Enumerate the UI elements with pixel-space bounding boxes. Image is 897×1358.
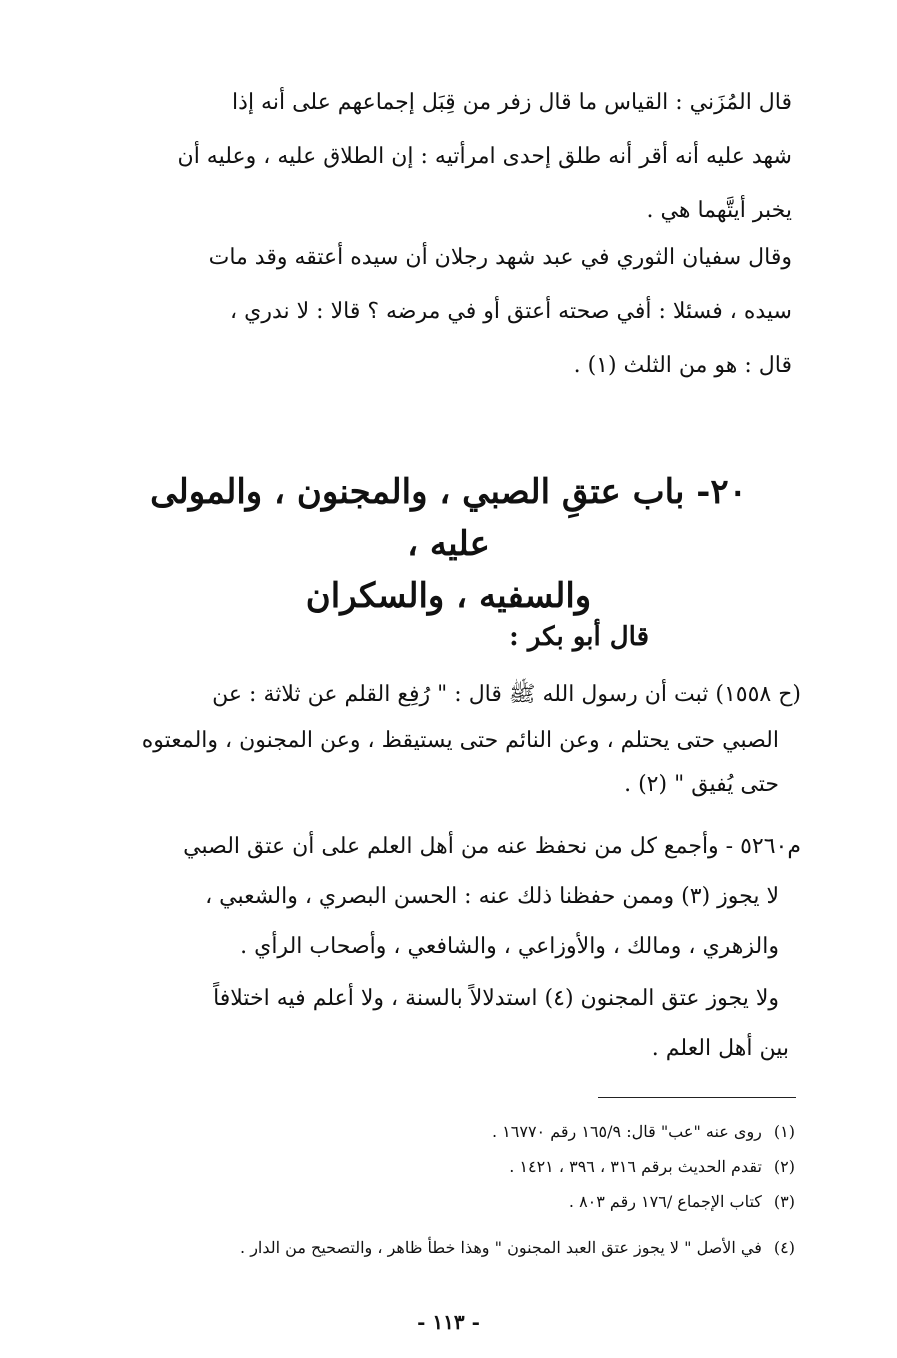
footnote-4 <box>240 1236 795 1260</box>
text-line: قال المُزَني : القياس ما قال زفر من قِبَل إجماعهم على أنه إذا <box>232 90 792 115</box>
chapter-title-line-1: ٢٠- باب عتقِ الصبي ، والمجنون ، والمولى عليه ، <box>150 472 747 564</box>
footnote-divider <box>598 1097 796 1098</box>
footnote-1 <box>492 1120 795 1144</box>
footnote-number: (٢) <box>773 1157 795 1176</box>
text-line: الصبي حتى يحتلم ، وعن النائم حتى يستيقظ ، وعن المجنون ، والمعتوه <box>141 728 779 753</box>
footnote-number: (٣) <box>773 1192 795 1211</box>
final-paragraph <box>72 984 789 1064</box>
text-line: م٥٢٦٠ - وأجمع كل من نحفظ عنه من أهل العلم على أن عتق الصبي <box>183 834 801 859</box>
footnote-number: (١) <box>773 1122 795 1141</box>
text-line: سيده ، فسئلا : أفي صحته أعتق أو في مرضه ؟ قالا : لا ندري ، <box>230 299 792 324</box>
hadith-paragraph <box>72 680 801 800</box>
issue-paragraph <box>72 832 801 962</box>
footnote-text: كتاب الإجماع /١٧٦ رقم ٨٠٣ . <box>568 1192 762 1211</box>
footnote-text: روى عنه "عب" قال: ١٦٥/٩ رقم ١٦٧٧٠ . <box>492 1122 762 1141</box>
text-line: شهد عليه أنه أقر أنه طلق إحدى امرأتيه : إن الطلاق عليه ، وعليه أن <box>177 144 792 169</box>
text-line: حتى يُفيق " (٢) . <box>624 772 779 797</box>
page-number: - ١١٣ - <box>417 1310 480 1334</box>
paragraph-muzani <box>74 88 792 226</box>
text-line: وقال سفيان الثوري في عبد شهد رجلان أن سيده أعتقه وقد مات <box>208 245 792 270</box>
text-line: (ح ١٥٥٨) ثبت أن رسول الله ﷺ قال : " رُفِع القلم عن ثلاثة : عن <box>212 682 801 707</box>
text-line: والزهري ، ومالك ، والأوزاعي ، والشافعي ، وأصحاب الرأي . <box>240 934 779 959</box>
footnote-2 <box>509 1155 795 1179</box>
footnote-3 <box>569 1190 795 1214</box>
footnote-number: (٤) <box>773 1238 795 1257</box>
footnote-text: في الأصل " لا يجوز عتق العبد المجنون " وهذا خطأ ظاهر ، والتصحيح من الدار . <box>240 1238 762 1257</box>
chapter-title-line-2: والسفيه ، والسكران <box>305 576 592 616</box>
text-line: لا يجوز (٣) وممن حفظنا ذلك عنه : الحسن البصري ، والشعبي ، <box>205 884 779 909</box>
text-line: قال : هو من الثلث (١) . <box>573 353 792 378</box>
speaker-label: قال أبو بكر : <box>509 622 649 652</box>
footnote-text: تقدم الحديث برقم ٣١٦ ، ٣٩٦ ، ١٤٢١ . <box>509 1157 762 1176</box>
text-line: يخبر أيتَّهما هي . <box>646 198 792 223</box>
text-line: بين أهل العلم . <box>651 1036 789 1061</box>
text-line: ولا يجوز عتق المجنون (٤) استدلالاً بالسنة ، ولا أعلم فيه اختلافاً <box>213 986 779 1011</box>
chapter-title <box>120 466 777 622</box>
paragraph-thawri <box>74 243 792 381</box>
